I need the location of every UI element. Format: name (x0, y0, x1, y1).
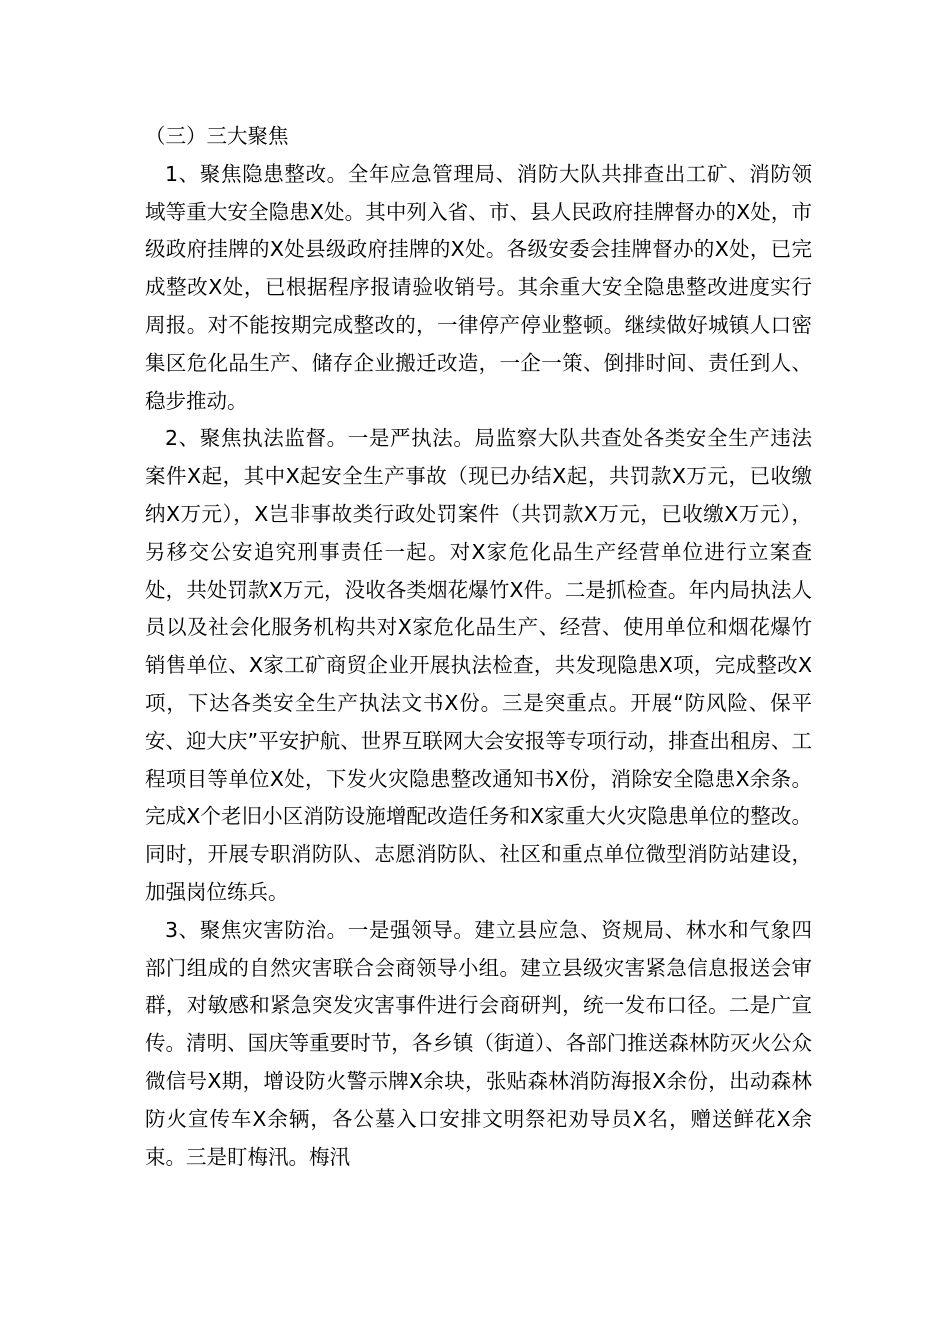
section-heading: （三）三大聚焦 (145, 124, 289, 148)
paragraph-hazard-rectification: 1、聚焦隐患整改。全年应急管理局、消防大队共排查出工矿、消防领域等重大安全隐患X处。其中列入省、市、县人民政府挂牌督办的X处，市级政府挂牌的X处县级政府挂牌的X处。各级安委会挂牌督办的X处，已完成整改X处，已根据程序报请验收销号。其余重大安全隐患整改进度实行周报。对不能按期完成整改的，一律停产停业整顿。继续做好城镇人口密集区危化品生产、储存企业搬迁改造，一企一策、倒排时间、责任到人、稳步推动。 (145, 161, 812, 413)
paragraph-disaster-prevention: 3、聚焦灾害防治。一是强领导。建立县应急、资规局、林水和气象四部门组成的自然灾害联合会商领导小组。建立县级灾害紧急信息报送会审群，对敏感和紧急突发灾害事件进行会商研判，统一发布口径。二是广宣传。清明、国庆等重要时节，各乡镇（街道）、各部门推送森林防灭火公众微信号X期，增设防火警示牌X余块，张贴森林消防海报X余份，出动森林防火宣传车X余辆，各公墓入口安排文明祭祀劝导员X名，赠送鲜花X余束。三是盯梅汛。梅汛 (145, 917, 812, 1169)
paragraph-law-enforcement: 2、聚焦执法监督。一是严执法。局监察大队共查处各类安全生产违法案件X起，其中X起安全生产事故（现已办结X起，共罚款X万元，已收缴纳X万元），X岂非事故类行政处罚案件（共罚款X万元，已收缴X万元），另移交公安追究刑事责任一起。对X家危化品生产经营单位进行立案查处，共处罚款X万元，没收各类烟花爆竹X件。二是抓检查。年内局执法人员以及社会化服务机构共对X家危化品生产、经营、使用单位和烟花爆竹销售单位、X家工矿商贸企业开展执法检查，共发现隐患X项，完成整改X项，下达各类安全生产执法文书X份。三是突重点。开展“防风险、保平安、迎大庆”平安护航、世界互联网大会安报等专项行动，排查出租房、工程项目等单位X处，下发火灾隐患整改通知书X份，消除安全隐患X余条。完成X个老旧小区消防设施增配改造任务和X家重大火灾隐患单位的整改。同时，开展专职消防队、志愿消防队、社区和重点单位微型消防站建设，加强岗位练兵。 (145, 426, 812, 904)
